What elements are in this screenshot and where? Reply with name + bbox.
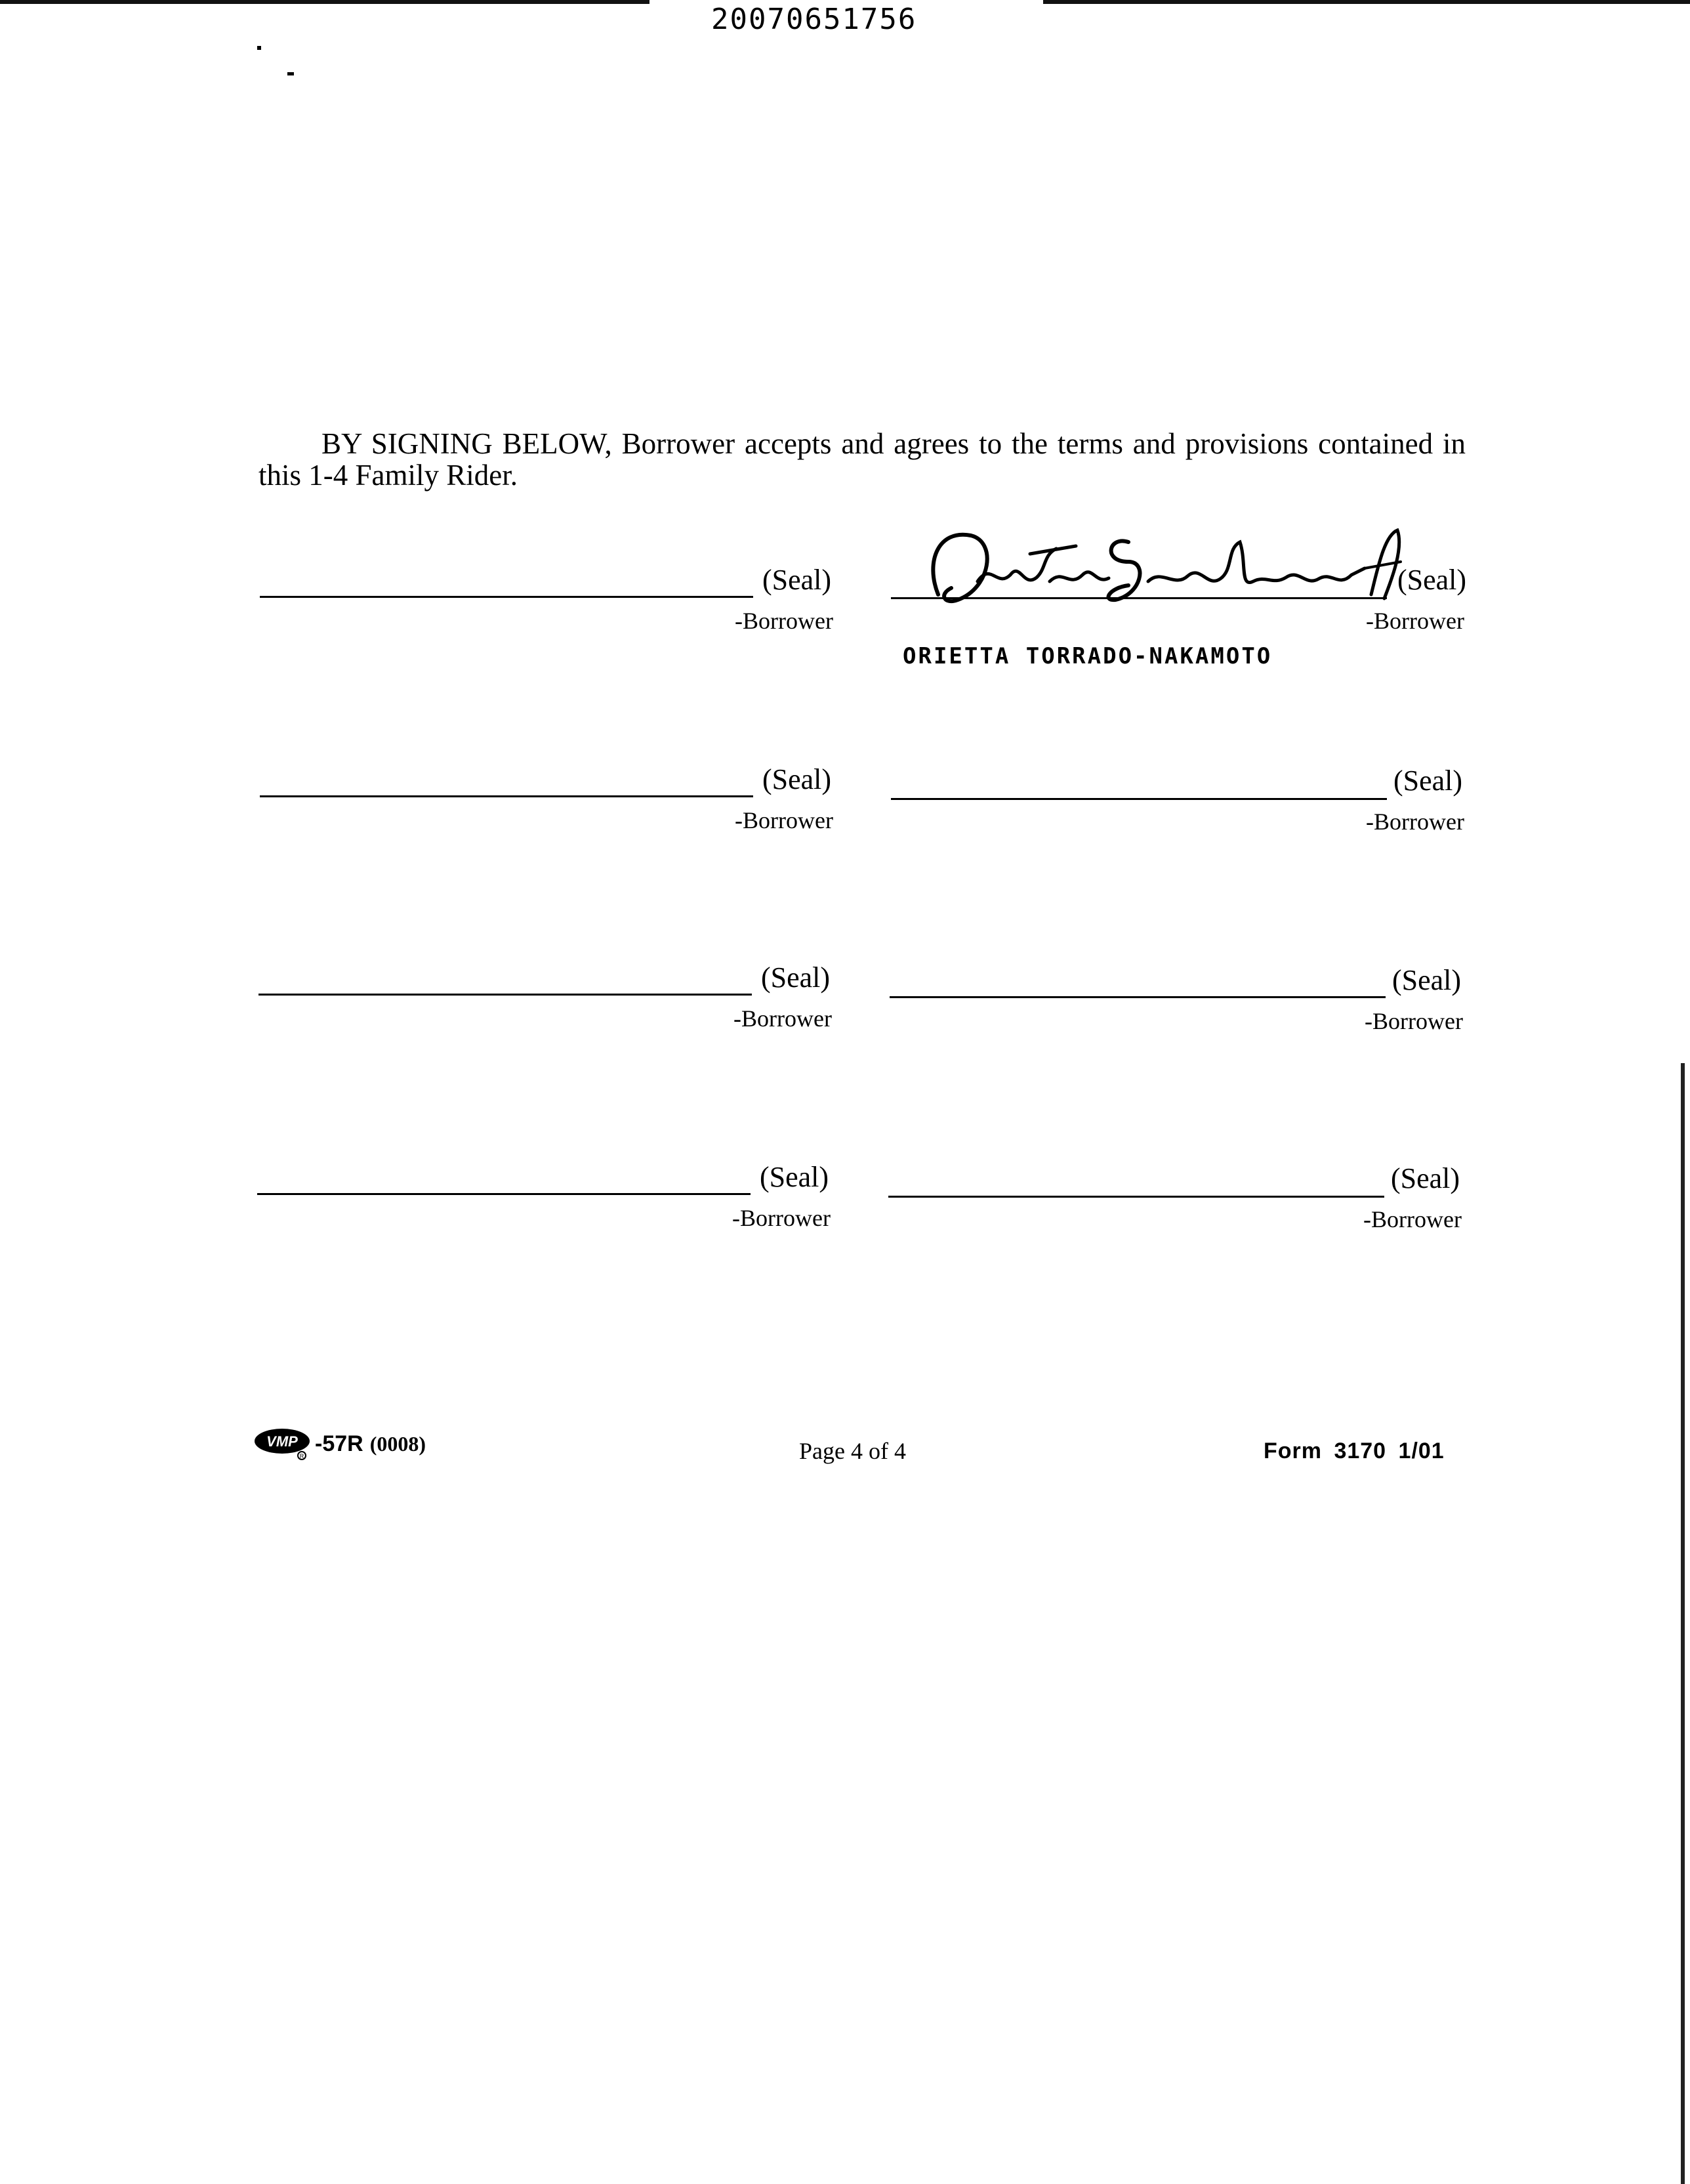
signature-line[interactable] xyxy=(260,795,753,797)
seal-label: (Seal) xyxy=(762,763,832,795)
signature-line[interactable] xyxy=(888,1196,1384,1198)
page-number: Page 4 of 4 xyxy=(799,1438,906,1464)
form-identifier xyxy=(253,1424,426,1463)
borrower-label: -Borrower xyxy=(1363,1206,1462,1232)
seal-label: (Seal) xyxy=(1397,564,1467,596)
form-code-suffix: (0008) xyxy=(369,1431,426,1456)
document-number: 20070651756 xyxy=(711,3,917,36)
scan-edge-right xyxy=(1681,1063,1685,2184)
signature-line[interactable] xyxy=(258,994,752,996)
vmp-logo-icon xyxy=(253,1427,314,1461)
seal-label: (Seal) xyxy=(1393,765,1463,797)
signature-line[interactable] xyxy=(257,1193,751,1195)
seal-label: (Seal) xyxy=(761,961,831,994)
signature-line[interactable] xyxy=(891,798,1387,800)
svg-text:R: R xyxy=(299,1453,304,1460)
seal-label: (Seal) xyxy=(1392,964,1462,996)
borrower-label: -Borrower xyxy=(735,608,833,634)
seal-label: (Seal) xyxy=(760,1161,829,1193)
scan-speck xyxy=(257,46,261,50)
borrower-label: -Borrower xyxy=(735,807,833,833)
signature-line[interactable] xyxy=(890,996,1386,998)
borrower-label: -Borrower xyxy=(732,1205,831,1231)
borrower-label: -Borrower xyxy=(1366,608,1464,634)
signature-line[interactable] xyxy=(260,596,753,598)
borrower-label: -Borrower xyxy=(1366,808,1464,835)
handwritten-signature xyxy=(912,522,1411,614)
svg-text:VMP: VMP xyxy=(266,1433,298,1450)
scan-speck xyxy=(287,72,294,75)
seal-label: (Seal) xyxy=(1391,1162,1460,1194)
borrower-label: -Borrower xyxy=(733,1005,832,1032)
signer-name: ORIETTA TORRADO-NAKAMOTO xyxy=(903,643,1273,669)
borrower-label: -Borrower xyxy=(1365,1008,1463,1034)
agreement-paragraph: BY SIGNING BELOW, Borrower accepts and agrees to the terms and provisions contained in this 1-4 Family Rider. xyxy=(258,427,1466,492)
form-number: Form 3170 1/01 xyxy=(1264,1438,1445,1463)
form-code: -57R xyxy=(315,1431,363,1456)
seal-label: (Seal) xyxy=(762,564,832,596)
